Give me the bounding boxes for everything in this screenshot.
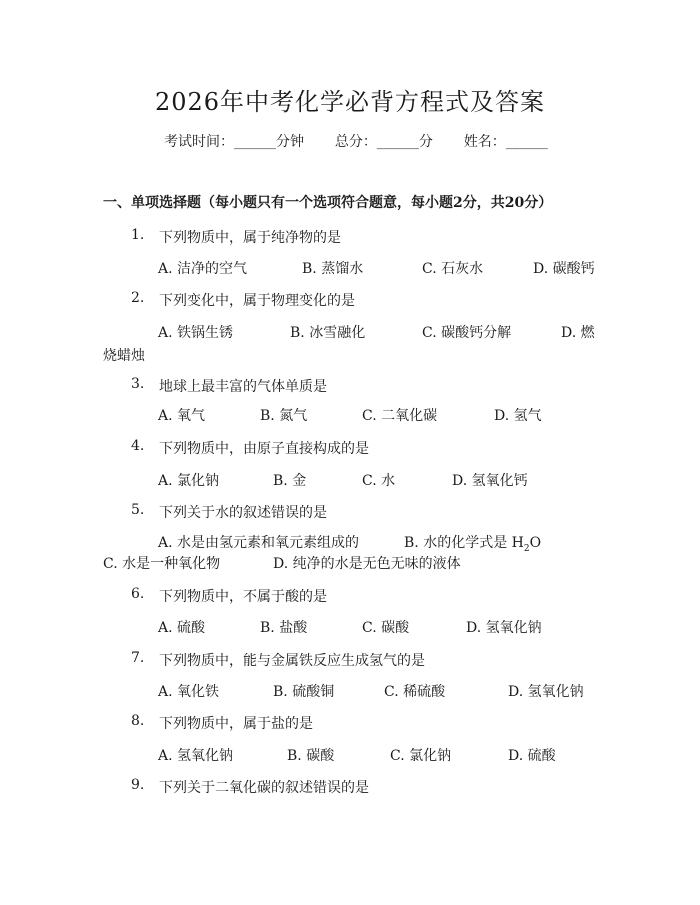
- option-a: A. 氢氧化钠: [158, 748, 234, 764]
- option-a: A. 氧化铁: [158, 684, 220, 700]
- option-c: C. 碳酸钙分解: [422, 325, 512, 341]
- question-stem: 下列关于水的叙述错误的是: [159, 505, 327, 521]
- question-number: 1.: [131, 227, 145, 243]
- question-number: 9.: [131, 777, 145, 793]
- name-label: 姓名：: [463, 134, 506, 150]
- option-b: B. 盐酸: [260, 620, 308, 636]
- option-a: A. 氯化钠: [158, 473, 220, 489]
- option-b-text-end: O: [529, 535, 542, 551]
- section-heading: 一、单项选择题（每小题只有一个选项符合题意，每小题2分，共20分）: [103, 195, 553, 211]
- question-number: 7.: [131, 650, 145, 666]
- option-d: D. 纯净的水是无色无味的液体: [273, 556, 461, 572]
- question-stem: 下列物质中，属于纯净物的是: [159, 230, 341, 246]
- option-b-text: B. 水的化学式是 H: [404, 535, 524, 551]
- option-d: D. 氢氧化钠: [508, 684, 584, 700]
- option-d: D. 碳酸钙: [533, 261, 595, 277]
- subscript: 2: [523, 543, 530, 554]
- option-a: A. 硫酸: [158, 620, 206, 636]
- option-b: [404, 532, 541, 554]
- time-blank: ______: [234, 134, 276, 150]
- question-stem: 下列物质中，属于盐的是: [159, 716, 313, 732]
- question-number: 2.: [131, 290, 145, 306]
- option-b: B. 金: [273, 473, 307, 489]
- option-a: A. 铁锅生锈: [158, 325, 234, 341]
- question-number: 3.: [131, 376, 145, 392]
- question-number: 4.: [131, 438, 145, 454]
- option-a: A. 氧气: [158, 408, 206, 424]
- option-a: A. 水是由氢元素和氧元素组成的: [158, 535, 360, 551]
- option-b: B. 碳酸: [287, 748, 335, 764]
- question-stem: 地球上最丰富的气体单质是: [159, 379, 327, 395]
- name-blank: ______: [505, 134, 548, 150]
- time-unit: 分钟: [276, 134, 304, 150]
- option-a: A. 洁净的空气: [158, 261, 248, 277]
- option-d: D. 燃: [561, 325, 595, 341]
- score-label: 总分：: [334, 134, 377, 150]
- option-b: B. 蒸馏水: [302, 261, 364, 277]
- option-c: C. 水是一种氧化物: [103, 556, 221, 572]
- option-d-continued: 烧蜡烛: [103, 348, 145, 364]
- question-stem: 下列关于二氧化碳的叙述错误的是: [159, 780, 369, 796]
- question-number: 5.: [131, 502, 145, 518]
- page-title: 2026年中考化学必背方程式及答案: [154, 88, 546, 116]
- option-b: B. 氮气: [260, 408, 308, 424]
- score-unit: 分: [418, 134, 433, 150]
- option-c: C. 碳酸: [362, 620, 410, 636]
- option-b: B. 硫酸铜: [273, 684, 335, 700]
- time-label: 考试时间：: [164, 134, 234, 150]
- question-stem: 下列物质中，由原子直接构成的是: [159, 441, 369, 457]
- option-c: C. 水: [362, 473, 396, 489]
- question-stem: 下列变化中，属于物理变化的是: [159, 293, 355, 309]
- exam-meta: [164, 131, 548, 151]
- question-number: 8.: [131, 713, 145, 729]
- question-number: 6.: [131, 586, 145, 602]
- option-d: D. 硫酸: [508, 748, 556, 764]
- option-c: C. 氯化钠: [390, 748, 452, 764]
- option-b: B. 冰雪融化: [290, 325, 366, 341]
- option-c: C. 石灰水: [422, 261, 484, 277]
- question-stem: 下列物质中，不属于酸的是: [159, 589, 327, 605]
- option-d: D. 氢氧化钠: [466, 620, 542, 636]
- option-d: D. 氢氧化钙: [452, 473, 528, 489]
- option-c: C. 二氧化碳: [362, 408, 438, 424]
- option-d: D. 氢气: [494, 408, 542, 424]
- question-stem: 下列物质中，能与金属铁反应生成氢气的是: [159, 653, 425, 669]
- option-c: C. 稀硫酸: [384, 684, 446, 700]
- score-blank: ______: [376, 134, 419, 150]
